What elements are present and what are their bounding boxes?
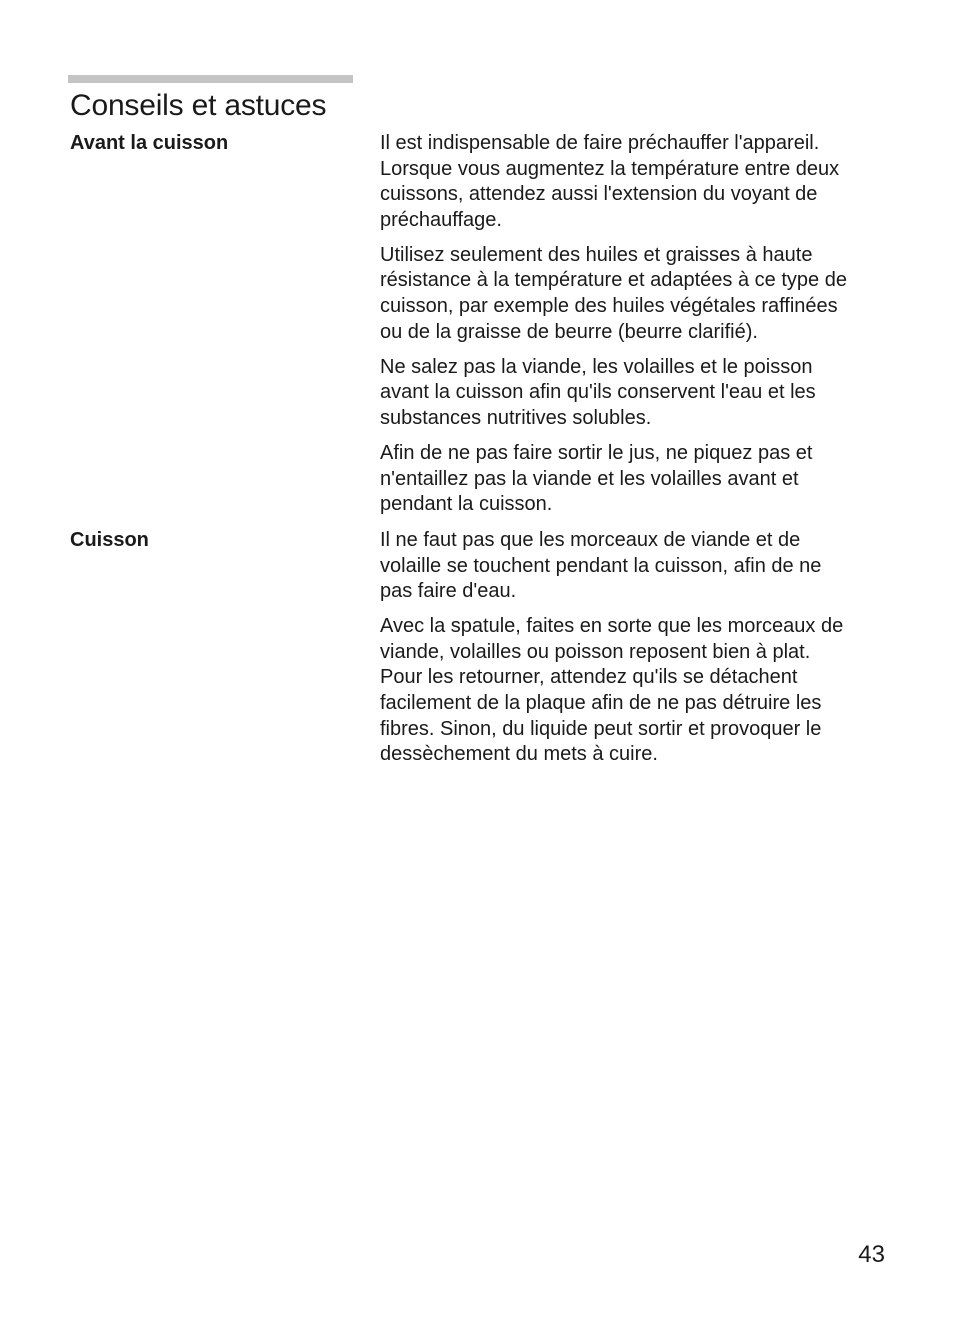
paragraph: Il est indispensable de faire préchauffer l'appareil. Lorsque vous augmentez la température entre deux cuissons, attendez aussi l'extension du voyant de préchauffage. xyxy=(380,132,840,231)
paragraph: Afin de ne pas faire sortir le jus, ne piquez pas et n'entaillez pas la viande et les volailles avant et pendant la cuisson. xyxy=(380,442,813,516)
paragraph: Avec la spatule, faites en sorte que les morceaux de viande, volailles ou poisson reposent bien à plat. Pour les retourner, attendez qu'ils se détachent facilement de la plaque afin de ne pas détruire les fibres. Sinon, du liquide peut sortir et provoquer le dessèchement du mets à cuire. xyxy=(380,615,844,766)
paragraph: Il ne faut pas que les morceaux de viande et de volaille se touchent pendant la cuisson, afin de ne pas faire d'eau. xyxy=(380,529,822,603)
section-body xyxy=(380,528,885,777)
page-title: Conseils et astuces xyxy=(70,89,327,122)
section-body xyxy=(380,131,885,527)
section-label: Avant la cuisson xyxy=(70,132,229,154)
paragraph: Utilisez seulement des huiles et graisses à haute résistance à la température et adaptées à ce type de cuisson, par exemple des huiles végétales raffinées ou de la graisse de beurre (beurre clarifié). xyxy=(380,243,847,343)
header-rule xyxy=(68,75,353,83)
page-number: 43 xyxy=(858,1241,885,1268)
section-label: Cuisson xyxy=(70,529,149,551)
paragraph: Ne salez pas la viande, les volailles et le poisson avant la cuisson afin qu'ils conservent l'eau et les substances nutritives solubles. xyxy=(380,355,816,429)
